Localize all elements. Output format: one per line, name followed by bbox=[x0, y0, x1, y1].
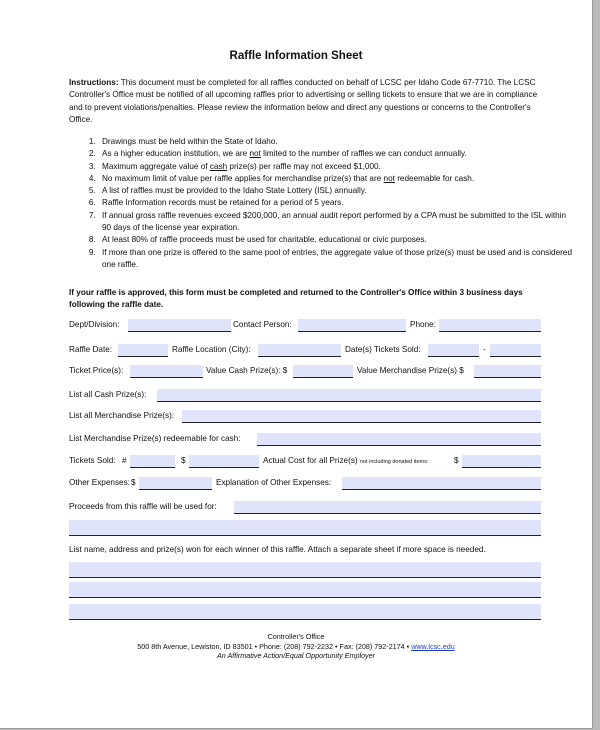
rule-item bbox=[98, 197, 576, 209]
dates-tickets-sold-label: Date(s) Tickets Sold: bbox=[345, 345, 421, 354]
list-merch-redeemable-label: List Merchandise Prize(s) redeemable for cash: bbox=[69, 434, 241, 443]
actual-cost-label bbox=[263, 456, 428, 465]
list-merch-redeemable-field[interactable] bbox=[257, 433, 541, 446]
rule-emphasis: not bbox=[249, 149, 261, 159]
rule-text: Maximum aggregate value of bbox=[102, 161, 210, 171]
list-merch-prizes-label: List all Merchandise Prize(s): bbox=[69, 411, 175, 420]
rule-text: If annual gross raffle revenues exceed $200,000, an annual audit report performed by a CPA must be submitted to the ISL within 90 days of the license year expiration. bbox=[102, 210, 567, 233]
winners-field-1[interactable] bbox=[69, 562, 541, 577]
phone-field[interactable] bbox=[439, 319, 541, 332]
value-merch-prizes-field[interactable] bbox=[474, 365, 541, 378]
rule-text: No maximum limit of value per raffle applies for merchandise prize(s) that are bbox=[102, 173, 384, 183]
rule-item bbox=[98, 148, 576, 160]
tickets-sold-start-field[interactable] bbox=[428, 344, 479, 357]
tickets-sold-label: Tickets Sold: bbox=[69, 456, 116, 465]
page-title: Raffle Information Sheet bbox=[229, 50, 363, 62]
dept-division-field[interactable] bbox=[128, 319, 231, 332]
proceeds-line bbox=[69, 535, 541, 536]
tickets-sold-amount-field[interactable] bbox=[189, 455, 259, 468]
ticket-count-hash: # bbox=[122, 456, 127, 465]
explanation-other-field[interactable] bbox=[342, 477, 541, 490]
rule-item bbox=[98, 185, 576, 197]
rule-text-continued: prize(s) per raffle may not exceed $1,000. bbox=[227, 161, 381, 171]
rule-text: Raffle Information records must be retained for a period of 5 years. bbox=[102, 198, 344, 208]
tickets-sold-count-field[interactable] bbox=[130, 455, 175, 468]
footer-address-line bbox=[0, 642, 592, 652]
winners-field-2[interactable] bbox=[69, 582, 541, 597]
tickets-revenue-dollar: $ bbox=[181, 456, 186, 465]
raffle-date-label: Raffle Date: bbox=[69, 345, 113, 354]
instructions-paragraph bbox=[69, 77, 547, 126]
ticket-prices-field[interactable] bbox=[130, 365, 203, 378]
instructions-label: Instructions: bbox=[69, 78, 119, 87]
explanation-other-label: Explanation of Other Expenses: bbox=[216, 478, 332, 487]
rule-text: If more than one prize is offered to the same pool of entries, the aggregate value of those prize(s) must be used and is considered one raffle. bbox=[102, 247, 572, 269]
raffle-date-field[interactable] bbox=[118, 344, 168, 357]
rule-item bbox=[98, 247, 576, 272]
actual-cost-text: Actual Cost for all Prize(s) bbox=[263, 456, 358, 465]
actual-cost-dollar: $ bbox=[454, 456, 459, 465]
rule-item bbox=[98, 234, 576, 246]
value-merch-prizes-label: Value Merchandise Prize(s) $ bbox=[357, 366, 464, 375]
rule-item bbox=[98, 136, 576, 148]
rule-text-continued: redeemable for cash. bbox=[394, 173, 475, 183]
rule-emphasis: not bbox=[383, 173, 395, 183]
list-cash-prizes-label: List all Cash Prize(s): bbox=[69, 390, 147, 399]
other-expenses-field[interactable] bbox=[139, 477, 212, 490]
footer-eeo: An Affirmative Action/Equal Opportunity Employer bbox=[216, 651, 376, 661]
winners-list-label: List name, address and prize(s) won for each winner of this raffle. Attach a separate sheet if more space is needed. bbox=[69, 545, 486, 554]
ticket-prices-label: Ticket Price(s): bbox=[69, 366, 124, 375]
other-expenses-dollar: $ bbox=[131, 478, 136, 487]
contact-person-label: Contact Person: bbox=[233, 320, 292, 329]
list-cash-prizes-field[interactable] bbox=[157, 389, 541, 402]
website-link[interactable]: www.lcsc.edu bbox=[411, 641, 455, 651]
dept-division-label: Dept/Division: bbox=[69, 320, 120, 329]
rules-list bbox=[69, 136, 576, 271]
footer-address: 500 8th Avenue, Lewiston, ID 83501 • Phone: (208) 792-2232 • Fax: (208) 792-2174 • bbox=[137, 641, 412, 651]
rule-item bbox=[98, 210, 576, 235]
proceeds-used-field-2[interactable] bbox=[69, 520, 541, 535]
proceeds-used-label: Proceeds from this raffle will be used for: bbox=[69, 502, 217, 511]
instructions-text: This document must be completed for all raffles conducted on behalf of LCSC per Idaho Code 67-7710. The LCSC Controller's Office must be notified of all upcoming raffles prior to advertising or selling tickets to ensure that we are in compliance and to prevent violations/penalties. Please review the information below and direct any questions or concerns to the Controller's Office. bbox=[69, 78, 538, 124]
winners-line-3 bbox=[69, 619, 541, 620]
footer-office: Controller's Office bbox=[267, 632, 325, 641]
rule-text: As a higher education institution, we are bbox=[102, 149, 250, 159]
rule-text: Drawings must be held within the State of Idaho. bbox=[102, 137, 278, 146]
value-cash-prizes-label: Value Cash Prize(s): $ bbox=[206, 366, 288, 375]
raffle-location-label: Raffle Location (City): bbox=[172, 345, 251, 354]
approval-notice: If your raffle is approved, this form must be completed and returned to the Controller's Office within 3 business days following the raffle date. bbox=[69, 288, 523, 310]
raffle-location-field[interactable] bbox=[258, 344, 341, 357]
other-expenses-label: Other Expenses: bbox=[69, 478, 130, 487]
phone-label: Phone: bbox=[410, 320, 436, 329]
date-range-dash: - bbox=[483, 345, 486, 354]
rule-text-continued: limited to the number of raffles we can conduct annually. bbox=[260, 149, 467, 159]
rule-item bbox=[98, 173, 576, 185]
winners-field-3[interactable] bbox=[69, 604, 541, 619]
footer bbox=[0, 632, 592, 661]
proceeds-used-field[interactable] bbox=[234, 501, 541, 514]
contact-person-field[interactable] bbox=[298, 319, 406, 332]
rule-item bbox=[98, 161, 576, 173]
rule-text: A list of raffles must be provided to the Idaho State Lottery (ISL) annually. bbox=[102, 186, 367, 196]
winners-line-2 bbox=[69, 597, 541, 598]
value-cash-prizes-field[interactable] bbox=[293, 365, 353, 378]
not-including-note: not including donated items: bbox=[359, 459, 429, 465]
tickets-sold-end-field[interactable] bbox=[490, 344, 541, 357]
actual-cost-field[interactable] bbox=[462, 455, 541, 468]
rule-emphasis: cash bbox=[209, 161, 228, 171]
winners-line-1 bbox=[69, 577, 541, 578]
list-merch-prizes-field[interactable] bbox=[182, 410, 541, 423]
rule-text: At least 80% of raffle proceeds must be used for charitable, educational or civic purposes. bbox=[102, 235, 427, 245]
